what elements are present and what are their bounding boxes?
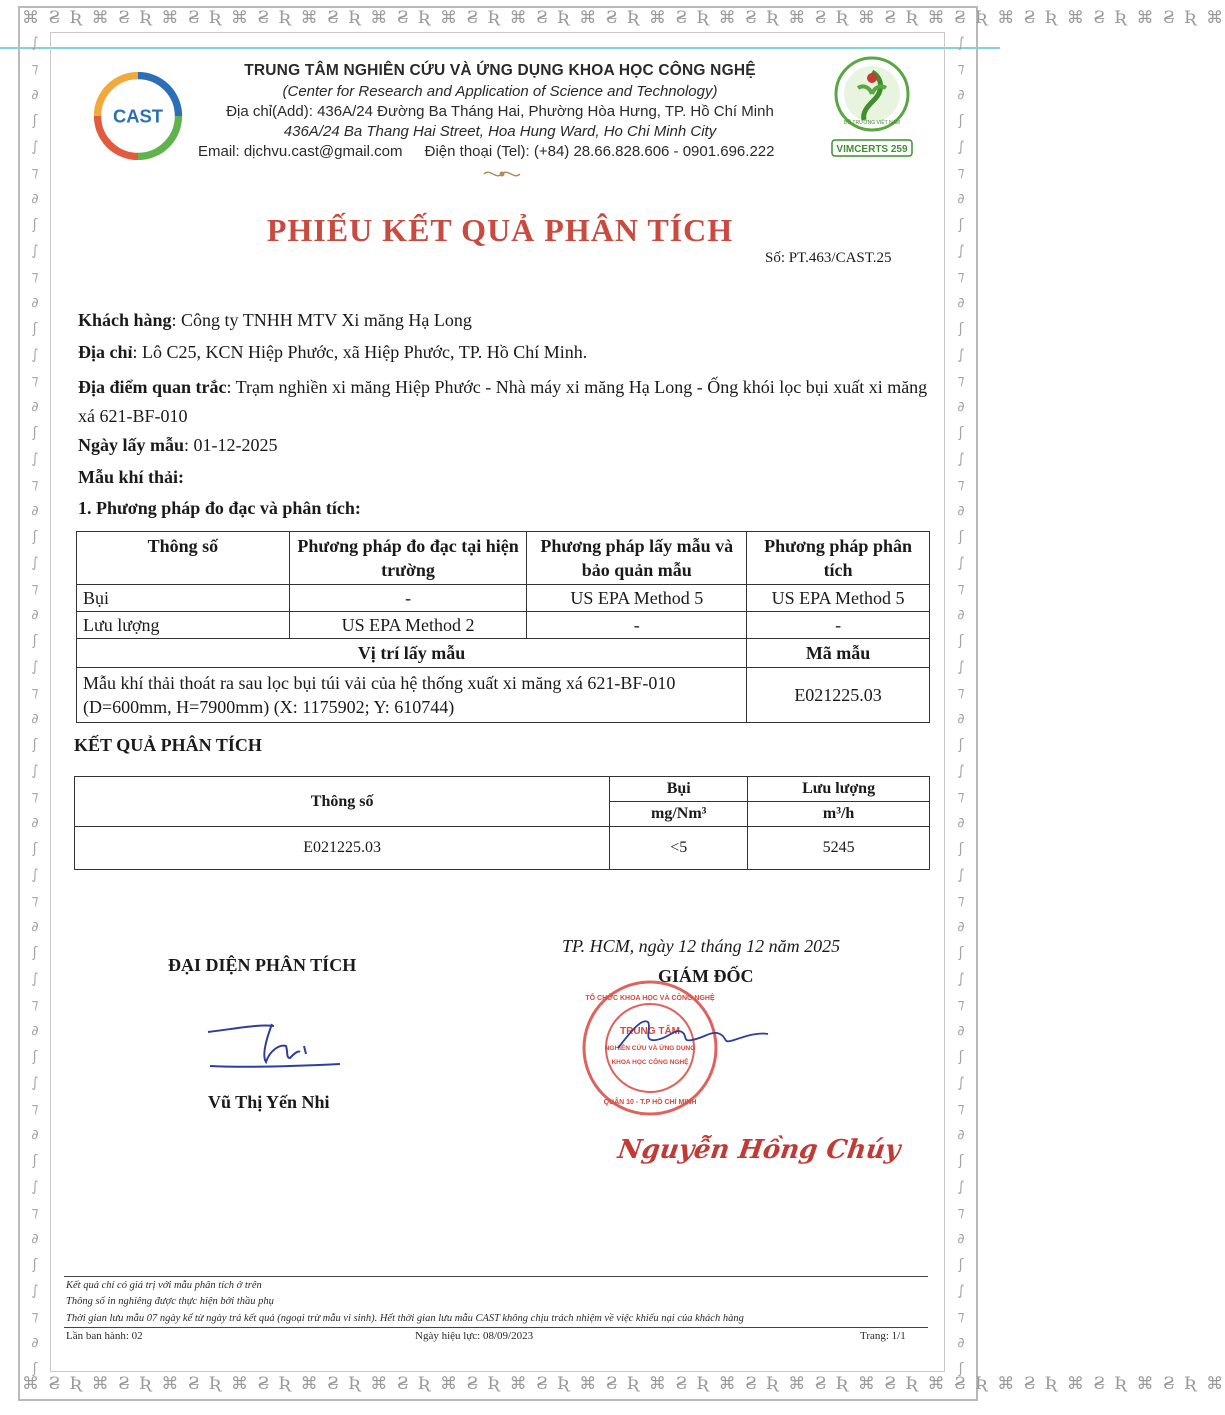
methods-cell: US EPA Method 5 (747, 585, 930, 612)
border-glyph: ∂ (957, 295, 965, 311)
methods-header-field: Phương pháp đo đạc tại hiện trường (289, 532, 527, 585)
methods-header-sampling: Phương pháp lấy mẫu và bảo quản mẫu (527, 532, 747, 585)
border-glyph: ʃ (958, 1257, 964, 1273)
results-header-dust: Bụi (610, 777, 748, 802)
border-glyph: ∫ (31, 35, 39, 51)
methods-cell: Lưu lượng (77, 612, 290, 639)
results-sample-id: E021225.03 (75, 827, 610, 870)
border-glyph: ∫ (957, 1283, 965, 1299)
border-glyph: ∫ (31, 555, 39, 571)
border-glyph: ∂ (957, 607, 965, 623)
border-glyph: ʃ (958, 1153, 964, 1169)
border-glyph: ʃ (958, 737, 964, 753)
border-glyph: ʃ (958, 841, 964, 857)
border-glyph: ∂ (31, 87, 39, 103)
border-glyph: ⁊ (31, 997, 39, 1013)
border-glyph: ⁊ (31, 1309, 39, 1325)
footer-note-3: Thời gian lưu mẫu 07 ngày kể từ ngày trả kết quả (ngoại trừ mẫu vi sinh). Hết thời gian lưu mẫu CAST không chịu trách nhiệm về việc khiếu nại của khách hàng (66, 1313, 744, 1324)
border-glyph: ∂ (31, 815, 39, 831)
border-glyph: ⁊ (957, 685, 965, 701)
border-glyph: ∂ (957, 1335, 965, 1351)
location-label: Địa điểm quan trắc (78, 377, 227, 397)
results-unit-flow: m³/h (748, 802, 930, 827)
analyst-signature (200, 1010, 350, 1080)
border-glyph: ∂ (957, 1127, 965, 1143)
border-glyph: ʃ (32, 529, 38, 545)
org-phone: Điện thoại (Tel): (+84) 28.66.828.606 - 0901.696.222 (424, 143, 775, 160)
border-glyph: ⁊ (31, 789, 39, 805)
border-glyph: ∂ (957, 503, 965, 519)
border-glyph: ʃ (32, 1049, 38, 1065)
border-glyph: ∫ (31, 659, 39, 675)
border-glyph: ∫ (31, 1075, 39, 1091)
results-table (74, 776, 930, 870)
border-glyph: ∫ (31, 763, 39, 779)
methods-header-analysis: Phương pháp phân tích (747, 532, 930, 585)
border-glyph: ⁊ (957, 477, 965, 493)
director-title: GIÁM ĐỐC (658, 966, 754, 986)
border-glyph: ʃ (958, 217, 964, 233)
results-unit-dust: mg/Nm³ (610, 802, 748, 827)
analyst-name: Vũ Thị Yến Nhi (208, 1092, 330, 1112)
border-glyph: ∫ (957, 139, 965, 155)
sampling-date-label: Ngày lấy mẫu (78, 435, 185, 455)
border-glyph: ∂ (31, 191, 39, 207)
org-address-en: 436A/24 Ba Thang Hai Street, Hoa Hung Ward, Ho Chi Minh City (283, 123, 717, 140)
border-glyph: ∫ (957, 763, 965, 779)
border-glyph: ∫ (31, 971, 39, 987)
methods-cell: US EPA Method 5 (527, 585, 747, 612)
border-glyph: ∫ (957, 1179, 965, 1195)
border-glyph: ⁊ (957, 893, 965, 909)
border-glyph: ʃ (958, 1361, 964, 1377)
table-row (77, 639, 930, 668)
border-glyph: ⁊ (31, 373, 39, 389)
section-methods-line (78, 496, 946, 520)
methods-cell: - (527, 612, 747, 639)
border-glyph: ∂ (957, 191, 965, 207)
border-pattern-bottom: ⌘ Ƨ̶ Ʀ ⌘ Ƨ̶ Ʀ ⌘ Ƨ̶ Ʀ ⌘ Ƨ̶ Ʀ ⌘ Ƨ̶ Ʀ ⌘ Ƨ̶ Ʀ ⌘ Ƨ̶ Ʀ ⌘ Ƨ̶ Ʀ ⌘ Ƨ̶ Ʀ ⌘ Ƨ̶ Ʀ ⌘ Ƨ̶ Ʀ ⌘ Ƨ̶ Ʀ ⌘ Ƨ̶ Ʀ ⌘ Ƨ̶ Ʀ ⌘ Ƨ̶ Ʀ ⌘ Ƨ̶ Ʀ ⌘ Ƨ̶ Ʀ ⌘ (22, 1374, 1225, 1394)
analyst-title: ĐẠI DIỆN PHÂN TÍCH (168, 955, 357, 975)
border-glyph: ∂ (31, 711, 39, 727)
border-glyph: ∫ (957, 243, 965, 259)
border-glyph: ∫ (31, 347, 39, 363)
border-glyph: ∂ (31, 1231, 39, 1247)
stamp-outer-text: TỔ CHỨC KHOA HỌC VÀ CÔNG NGHỆ (585, 995, 715, 1002)
border-glyph: ⁊ (31, 893, 39, 909)
location-value: : Trạm nghiền xi măng Hiệp Phước - Nhà máy xi măng Hạ Long - Ống khói lọc bụi xuất xi măng xá 621-BF-010 (78, 377, 928, 426)
border-glyph: ⁊ (957, 373, 965, 389)
border-glyph: ∫ (957, 35, 965, 51)
methods-header-param: Thông số (77, 532, 290, 585)
border-glyph: ∂ (31, 1335, 39, 1351)
sample-code-value: E021225.03 (747, 668, 930, 723)
vimcerts-logo (828, 54, 916, 162)
border-glyph: ⁊ (957, 581, 965, 597)
border-glyph: ⁊ (31, 269, 39, 285)
footer-rule-bottom (64, 1327, 928, 1328)
methods-cell: US EPA Method 2 (289, 612, 527, 639)
border-glyph: ∫ (957, 347, 965, 363)
border-glyph: ∫ (31, 243, 39, 259)
border-glyph: ⁊ (957, 1309, 965, 1325)
customer-line (78, 308, 946, 332)
border-glyph: ∂ (31, 607, 39, 623)
border-glyph: ∂ (31, 399, 39, 415)
border-glyph: ⁊ (957, 789, 965, 805)
border-glyph: ⁊ (957, 269, 965, 285)
org-name: TRUNG TÂM NGHIÊN CỨU VÀ ỨNG DỤNG KHOA HỌC CÔNG NGHỆ (244, 62, 756, 79)
border-glyph: ʃ (32, 841, 38, 857)
border-glyph: ⁊ (31, 477, 39, 493)
vimcerts-badge-text: VIMCERTS 259 (836, 144, 908, 155)
table-row (77, 668, 930, 723)
cast-logo-text: CAST (112, 105, 164, 127)
border-glyph: ʃ (958, 529, 964, 545)
address-value: : Lô C25, KCN Hiệp Phước, xã Hiệp Phước, TP. Hồ Chí Minh. (132, 342, 588, 362)
director-name: Nguyễn Hồng Chúy (615, 1135, 903, 1165)
border-glyph: ⁊ (957, 61, 965, 77)
border-glyph: ʃ (32, 1257, 38, 1273)
table-row (77, 585, 930, 612)
page-number: Trang: 1/1 (860, 1330, 906, 1342)
border-glyph: ∂ (31, 1023, 39, 1039)
letterhead (180, 62, 820, 160)
border-glyph: ∫ (31, 867, 39, 883)
border-glyph: ∂ (957, 1231, 965, 1247)
border-glyph: ⁊ (957, 997, 965, 1013)
vimcerts-caption: BỘ TRƯỜNG VIỆT NAM (843, 120, 901, 126)
border-glyph: ⁊ (31, 581, 39, 597)
border-glyph: ∫ (957, 659, 965, 675)
signing-date: TP. HCM, ngày 12 tháng 12 năm 2025 (562, 936, 841, 956)
border-glyph: ⁊ (31, 165, 39, 181)
stamp-line-2: NGHIÊN CỨU VÀ ỨNG DỤNG (604, 1045, 696, 1052)
border-glyph: ∫ (957, 1075, 965, 1091)
org-email: Email: dịchvu.cast@gmail.com (198, 143, 403, 160)
customer-label: Khách hàng (78, 310, 172, 330)
effective-date: Ngày hiệu lực: 08/09/2023 (415, 1330, 534, 1342)
issue-number: Lần ban hành: 02 (66, 1330, 143, 1342)
location-line (78, 373, 946, 431)
border-glyph: ∂ (31, 295, 39, 311)
border-glyph: ʃ (32, 1153, 38, 1169)
results-header-param: Thông số (75, 777, 610, 827)
methods-cell: - (747, 612, 930, 639)
border-glyph: ∫ (31, 1179, 39, 1195)
results-header-flow: Lưu lượng (748, 777, 930, 802)
address-line (78, 340, 946, 364)
position-value: Mẫu khí thải thoát ra sau lọc bụi túi vải của hệ thống xuất xi măng xá 621-BF-010 (D=600mm, H=7900mm) (X: 1175902; Y: 610744) (77, 668, 747, 723)
border-glyph: ⁊ (957, 1205, 965, 1221)
results-flow-value: 5245 (748, 827, 930, 870)
customer-value: : Công ty TNHH MTV Xi măng Hạ Long (171, 310, 472, 330)
border-glyph: ∫ (957, 555, 965, 571)
border-glyph: ⁊ (31, 1205, 39, 1221)
border-glyph: ʃ (958, 945, 964, 961)
methods-cell: - (289, 585, 527, 612)
border-glyph: ∫ (957, 451, 965, 467)
border-glyph: ʃ (32, 945, 38, 961)
stamp-line-3: KHOA HỌC CÔNG NGHỆ (611, 1059, 689, 1066)
footer-rule-top (64, 1276, 928, 1277)
results-header-row (75, 777, 930, 802)
methods-table (76, 531, 930, 723)
border-glyph: ʃ (958, 425, 964, 441)
border-glyph: ʃ (32, 321, 38, 337)
border-glyph: ∂ (31, 1127, 39, 1143)
border-glyph: ∂ (957, 815, 965, 831)
border-glyph: ∫ (957, 971, 965, 987)
border-glyph: ʃ (32, 1361, 38, 1377)
sample-code-header: Mã mẫu (747, 639, 930, 668)
footer-note-1: Kết quả chỉ có giá trị với mẫu phân tích ở trên (66, 1280, 262, 1291)
border-glyph: ∂ (31, 919, 39, 935)
sampling-date-line (78, 433, 946, 457)
director-signature (612, 1010, 772, 1060)
border-glyph: ∫ (31, 1283, 39, 1299)
border-glyph: ∫ (31, 139, 39, 155)
document-number: Số: PT.463/CAST.25 (765, 250, 892, 266)
ornament-icon (482, 166, 522, 182)
results-heading: KẾT QUẢ PHÂN TÍCH (74, 735, 262, 755)
section-methods-heading: 1. Phương pháp đo đạc và phân tích: (78, 498, 361, 518)
border-glyph: ⁊ (31, 61, 39, 77)
border-glyph: ∂ (957, 711, 965, 727)
document-title: PHIẾU KẾT QUẢ PHÂN TÍCH (266, 212, 734, 248)
border-glyph: ʃ (958, 321, 964, 337)
border-glyph: ∂ (31, 503, 39, 519)
border-glyph: ∂ (957, 1023, 965, 1039)
border-glyph: ʃ (32, 217, 38, 233)
stamp-line-1: TRUNG TÂM (620, 1026, 680, 1037)
border-glyph: ʃ (958, 1049, 964, 1065)
methods-cell: Bụi (77, 585, 290, 612)
border-glyph: ∫ (957, 867, 965, 883)
stamp-bottom-text: QUẬN 10 - T.P HỒ CHÍ MINH (603, 1099, 697, 1106)
footer-note-2: Thông số in nghiêng được thực hiện bởi thầu phụ (66, 1296, 274, 1307)
position-header: Vị trí lấy mẫu (77, 639, 747, 668)
border-pattern-top: ⌘ Ƨ̶ Ʀ ⌘ Ƨ̶ Ʀ ⌘ Ƨ̶ Ʀ ⌘ Ƨ̶ Ʀ ⌘ Ƨ̶ Ʀ ⌘ Ƨ̶ Ʀ ⌘ Ƨ̶ Ʀ ⌘ Ƨ̶ Ʀ ⌘ Ƨ̶ Ʀ ⌘ Ƨ̶ Ʀ ⌘ Ƨ̶ Ʀ ⌘ Ƨ̶ Ʀ ⌘ Ƨ̶ Ʀ ⌘ Ƨ̶ Ʀ ⌘ Ƨ̶ Ʀ ⌘ Ƨ̶ Ʀ ⌘ Ƨ̶ Ʀ ⌘ (22, 8, 1225, 28)
border-glyph: ⁊ (31, 1101, 39, 1117)
border-glyph: ʃ (32, 113, 38, 129)
border-glyph: ⁊ (957, 165, 965, 181)
cast-logo (92, 70, 184, 162)
org-contact (180, 143, 820, 160)
border-glyph: ʃ (32, 737, 38, 753)
border-glyph: ʃ (32, 425, 38, 441)
border-glyph: ʃ (958, 113, 964, 129)
org-address-vi: Địa chỉ(Add): 436A/24 Đường Ba Tháng Hai, Phường Hòa Hưng, TP. Hồ Chí Minh (226, 103, 774, 120)
sample-type-label: Mẫu khí thải: (78, 467, 185, 487)
sampling-date-value: : 01-12-2025 (184, 435, 278, 455)
methods-header-row (77, 532, 930, 585)
border-glyph: ʃ (32, 633, 38, 649)
border-glyph: ⁊ (31, 685, 39, 701)
address-label: Địa chỉ (78, 342, 133, 362)
border-glyph: ∫ (31, 451, 39, 467)
results-dust-value: <5 (610, 827, 748, 870)
sample-type-line (78, 465, 946, 489)
border-glyph: ∂ (957, 399, 965, 415)
border-glyph: ∂ (957, 919, 965, 935)
org-name-en: (Center for Research and Application of Science and Technology) (282, 83, 718, 100)
table-row (77, 612, 930, 639)
border-glyph: ∂ (957, 87, 965, 103)
border-glyph: ʃ (958, 633, 964, 649)
border-glyph: ⁊ (957, 1101, 965, 1117)
table-row (75, 827, 930, 870)
